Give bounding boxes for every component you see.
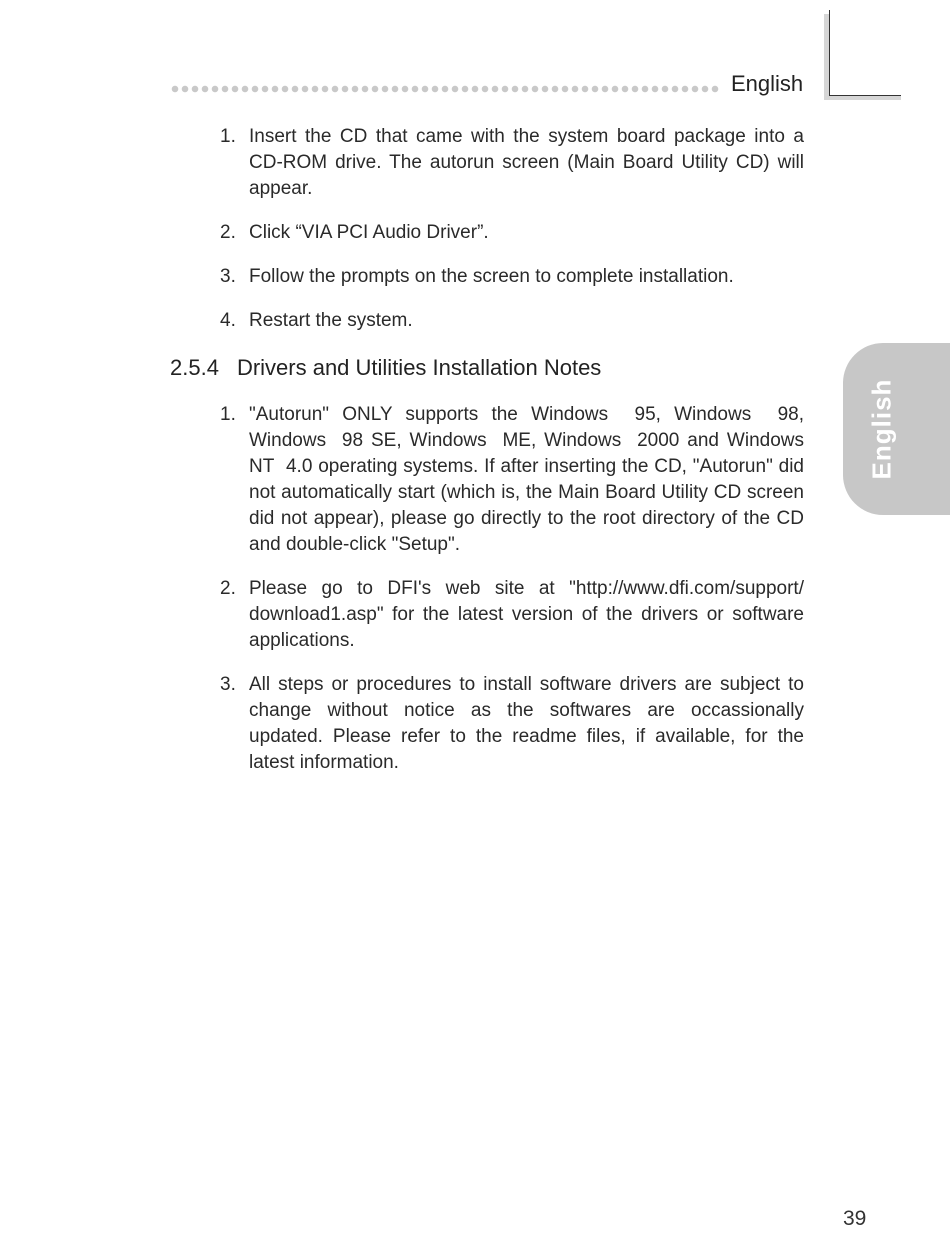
install-step bbox=[220, 124, 804, 202]
install-steps-list bbox=[220, 124, 804, 352]
corner-mark-horizontal-shadow bbox=[829, 96, 901, 100]
note-item bbox=[220, 402, 804, 558]
note-number: 1. bbox=[220, 404, 236, 425]
step-text: Restart the system. bbox=[249, 310, 413, 331]
installation-notes-list bbox=[220, 402, 804, 794]
step-text: Insert the CD that came with the system board package into a CD-ROM drive. The autorun screen (Main Board Utility CD) will appear. bbox=[249, 126, 804, 199]
section-title-text: Drivers and Utilities Installation Notes bbox=[236, 355, 602, 380]
note-text: All steps or procedures to install software drivers are subject to change without notice as the softwares are occassionally updated. Please refer to the readme files, if available, for the latest information. bbox=[249, 674, 804, 773]
step-number: 2. bbox=[220, 222, 236, 243]
note-item bbox=[220, 672, 804, 776]
note-text: "Autorun" ONLY supports the Windows 95, Windows 98, Windows 98 SE, Windows ME, Windows 2000 and Windows NT 4.0 operating systems. If after inserting the CD, "Autorun" did not automatically start (which is, the Main Board Utility CD screen did not appear), please go directly to the root directory of the CD and double-click "Setup". bbox=[249, 404, 804, 555]
note-text: Please go to DFI's web site at "http://www.dfi.com/support/ download1.asp" for the latest version of the drivers or software applications. bbox=[249, 578, 804, 651]
note-number: 3. bbox=[220, 674, 236, 695]
step-number: 1. bbox=[220, 126, 236, 147]
section-number: 2.5.4 bbox=[170, 355, 219, 380]
header-dotted-rule bbox=[170, 85, 720, 93]
install-step bbox=[220, 308, 804, 334]
corner-mark-vertical bbox=[829, 10, 830, 96]
page-number: 39 bbox=[843, 1207, 867, 1230]
step-text: Click “VIA PCI Audio Driver”. bbox=[249, 222, 489, 243]
note-number: 2. bbox=[220, 578, 236, 599]
step-number: 4. bbox=[220, 310, 236, 331]
header-language-label: English bbox=[731, 71, 804, 96]
step-number: 3. bbox=[220, 266, 236, 287]
section-heading bbox=[170, 354, 601, 382]
note-item bbox=[220, 576, 804, 654]
install-step bbox=[220, 264, 804, 290]
step-text: Follow the prompts on the screen to complete installation. bbox=[249, 266, 734, 287]
side-language-tab-label: English bbox=[866, 378, 897, 480]
install-step bbox=[220, 220, 804, 246]
